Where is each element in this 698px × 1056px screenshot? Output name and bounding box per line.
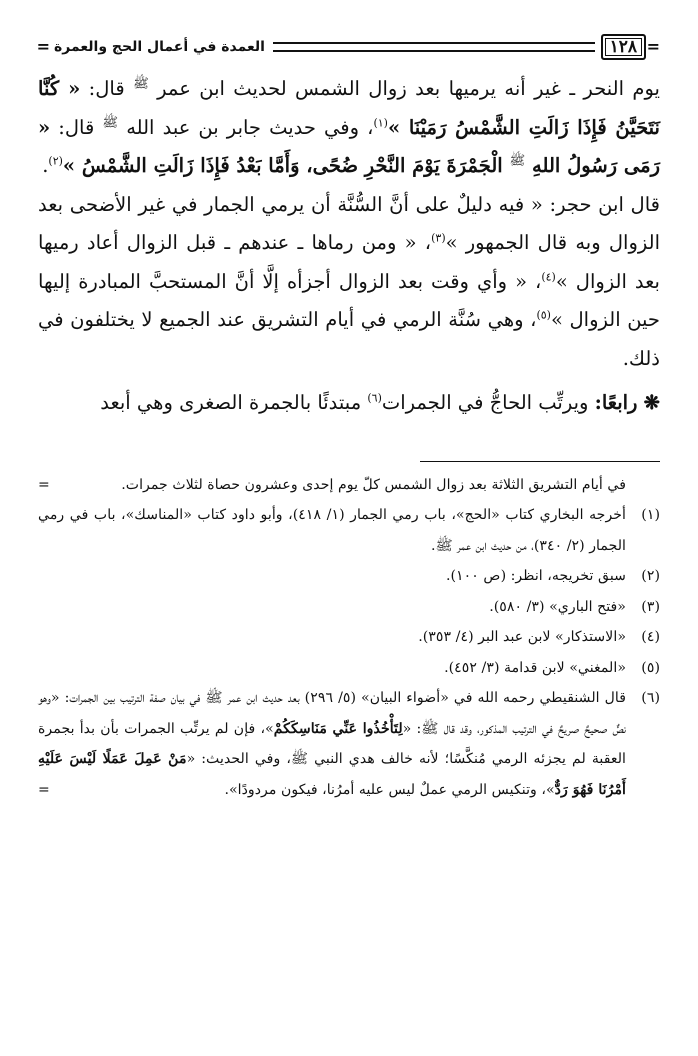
text-span: ، وفي حديث جابر بن عبد الله [118,115,374,139]
text-span: قال: [80,77,134,100]
footnote-5 [38,653,660,684]
book-title: العمدة في أعمال الحج والعمرة [54,39,265,55]
text-span: قال الشنقيطي رحمه الله في «أضواء البيان» (٥/ ٢٩٦) بعد حديث ابن عمر ﷺ في بيان صفة الترتيب بين الجمرات: «وهو نصٌّ صحيحٌ صريحٌ في الترتيب المذكور، وقد قال ﷺ: « [38,690,627,737]
main-text [38,70,660,423]
text-span: قال ابن حجر: « فيه دليلٌ على أنَّ السُّنَّة أن يرمي الجمار في غير الأضحى بعد الزوال وبه قال الجمهور » [38,192,660,254]
footnote-text [38,683,626,805]
footnote-text: «الاستذكار» لابن عبد البر (٤/ ٣٥٣). [418,629,626,645]
footnote-number: (٣) [641,598,660,615]
hadith-quote-2a: « رَمَى رَسُولُ اللهِ [38,115,660,177]
text-span: »، فإن لم يرتِّب الجمرات بأن بدأ بجمرة العقبة لم يجزئه الرمي مُنكَّسًا؛ لأنه خالف هدي النبي ﷺ، وفي الحديث: « [38,720,626,767]
footnote-ref-6[interactable]: (٦) [367,391,382,405]
hadith-quote: لِتَأْخُذُوا عَنِّي مَنَاسِكَكُمْ [273,720,403,737]
footnote-ref-1[interactable]: (١) [373,116,388,129]
header-right-mark: = [646,37,660,56]
honorific-glyph: ﷺ [102,115,119,130]
page-number: ١٢٨ [601,34,646,60]
star-icon: ❋ [643,391,660,414]
text-span: يوم النحر ـ غير أنه يرميها بعد زوال الشمس لحديث ابن عمر [148,77,660,100]
hadith-quote-1: « كُنَّا نَتَحَيَّنُ فَإِذَا زَالَتِ الشَّمْسُ رَمَيْنَا » [38,77,660,139]
footnote-number: (٥) [641,659,660,676]
hadith-quote: مَنْ عَمِلَ عَمَلًا لَيْسَ عَلَيْهِ أَمْرُنَا فَهُوَ رَدٌّ [38,751,626,798]
footnote-text: سبق تخريجه، انظر: (ص ١٠٠). [445,568,626,584]
running-header [38,30,660,64]
footnotes [38,470,660,806]
honorific-glyph: ﷺ [133,76,149,92]
paragraph-1 [38,70,660,186]
text-span: »، وتنكيس الرمي عملٌ ليس عليه أمرُنا، فيكون مردودًا». [224,781,555,798]
footnote-text: في أيام التشريق الثلاثة بعد زوال الشمس كلّ يوم إحدى وعشرون حصاة لثلاث جمرات. [121,476,626,493]
header-rule-right [273,42,595,52]
text-span: ، وهي سُنَّة الرمي في أيام التشريق عند الجميع لا يختلفون في ذلك. [38,308,660,370]
paragraph-2 [38,186,660,379]
footnote-text: «فتح الباري» (٣/ ٥٨٠). [489,598,626,615]
text-span: ، « ومن رماها ـ عندهم ـ قبل الزوال أعاد رميها بعد الزوال » [38,231,660,293]
text-span: ، « وأي وقت بعد الزوال أجزأه إلَّا أنَّ المستحبَّ المبادرة إليها حين الزوال » [38,269,660,331]
text-span: ويرتِّب الحاجُّ في الجمرات [381,391,595,414]
paragraph-3 [38,384,660,423]
continuation-mark-end: = [38,781,50,798]
hadith-quote-2b: الْجَمْرَةَ يَوْمَ النَّحْرِ ضُحًى، وَأَمَّا بَعْدُ فَإِذَا زَالَتِ الشَّمْسُ » [62,154,510,177]
footnote-number: (١) [641,507,660,523]
text-span: . [42,154,49,177]
section-label: رابعًا: [594,391,638,414]
footnote-number: (٤) [641,629,660,645]
footnote-ref-3[interactable]: (٣) [431,231,446,245]
text-span: مبتدئًا بالجمرة الصغرى وهي أبعد [100,391,368,414]
footnote-text: «المغني» لابن قدامة (٣/ ٤٥٢). [444,659,626,676]
footnote-text: أخرجه البخاري كتاب «الحج»، باب رمي الجمار (١/ ٤١٨)، وأبو داود كتاب «المناسك»، باب في رمي الجمار (٢/ ٣٤٠)، من حديث ابن عمر ﷺ. [38,507,626,554]
footnote-divider [420,461,660,462]
footnote-1 [38,500,660,561]
honorific-glyph: ﷺ [509,153,526,169]
book-page [38,30,660,1030]
footnote-6 [38,683,660,805]
footnote-ref-5[interactable]: (٥) [536,308,551,322]
footnote-2 [38,561,660,592]
footnote-3 [38,592,660,623]
footnote-number: (٢) [641,568,660,584]
footnote-ref-4[interactable]: (٤) [541,270,556,283]
text-span: قال: [50,115,103,139]
footnote-number: (٦) [641,690,660,706]
header-left-mark: = [36,37,50,56]
continuation-mark: = [38,476,50,493]
footnote-4 [38,622,660,653]
footnote-ref-2[interactable]: (٢) [48,154,63,168]
footnote-continuation [38,470,660,501]
